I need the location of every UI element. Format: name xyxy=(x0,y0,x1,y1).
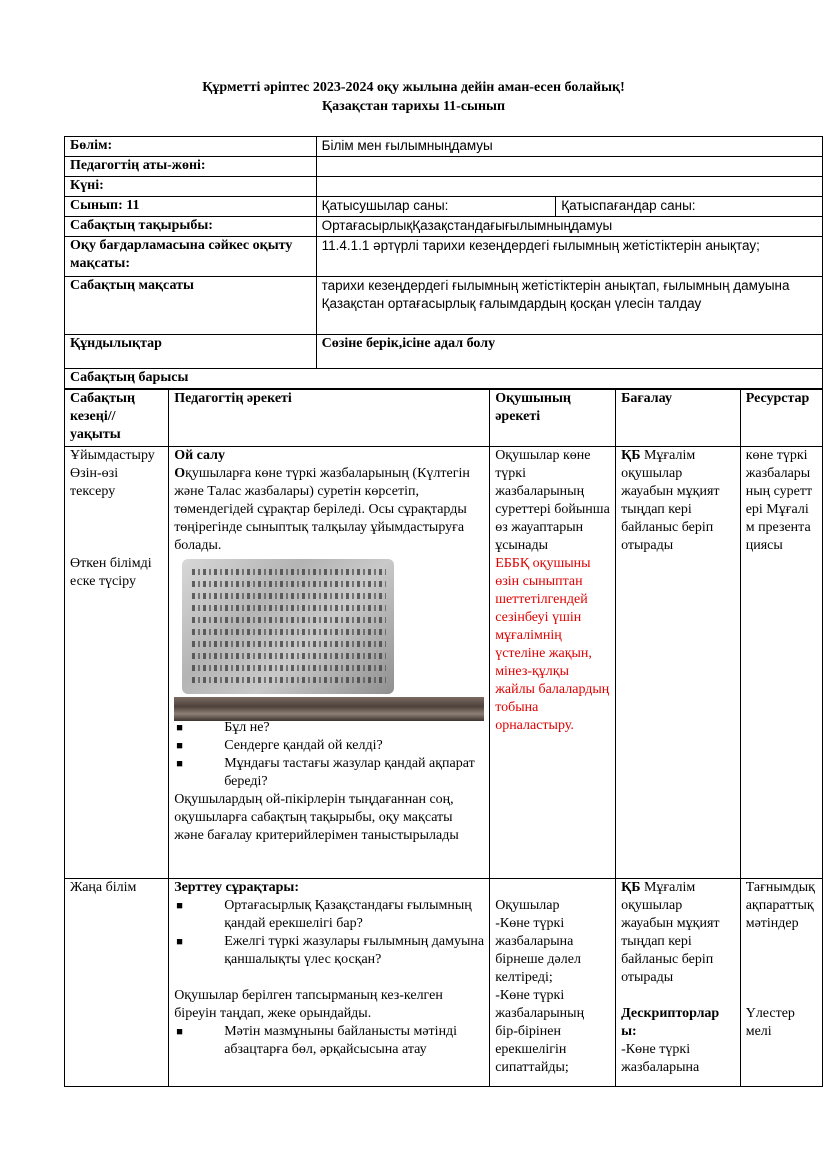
topic-value: ОртағасырлықҚазақстандағығылымныңдамуы xyxy=(316,217,822,237)
section-label: Бөлім: xyxy=(65,137,317,157)
stage-recall: Өткен білімді еске түсіру xyxy=(70,556,152,589)
row1-stage xyxy=(65,447,169,879)
row1-intro: Оқушыларға көне түркі жазбаларының (Күлтегін және Талас жазбалары) суретін көрсетіп, төмендегідей сұрақтар беріледі. Осы сұрақтарды төңірегінде сыныптық талқылау ұйымдастыруға болады. xyxy=(174,466,470,553)
table-row xyxy=(65,447,823,879)
descriptor-text: -Көне түркі жазбаларына xyxy=(621,1042,700,1075)
goal-label: Оқу бағдарламасына сәйкес оқыту мақсаты: xyxy=(65,237,317,277)
table-row xyxy=(65,879,823,1087)
teacher-value xyxy=(316,157,822,177)
square-bullet-icon: ■ xyxy=(176,900,183,912)
col-stage: Сабақтың кезеңі//уақыты xyxy=(65,390,169,447)
square-bullet-icon: ■ xyxy=(176,740,183,752)
row2-task: Оқушылар берілген тапсырманың кез-келген біреуін таңдап, жеке орындайды. xyxy=(174,988,443,1021)
stage-self-check: Өзін-өзі тексеру xyxy=(70,466,119,499)
col-student: Оқушының әрекеті xyxy=(490,390,616,447)
descriptor-title: Дескрипторлары: xyxy=(621,1006,720,1039)
question-item: ■ Ежелгі түркі жазулары ғылымның дамуына қаншалықты үлес қосқан? xyxy=(176,934,485,967)
topic-label: Сабақтың тақырыбы: xyxy=(65,217,317,237)
greeting-title: Құрметті әріптес 2023-2024 оқу жылына дейін аман-есен болайық! xyxy=(202,80,625,95)
values-value: Сөзіне берік,ісіне адал болу xyxy=(316,335,822,369)
goal-value: 11.4.1.1 әртүрлі тарихи кезеңдердегі ғылымның жетістіктерін анықтау; xyxy=(316,237,822,277)
row1-closing: Оқушылардың ой-пікірлерін тыңдағаннан соң, оқушыларға сабақтың тақырыбы, оқу мақсаты және бағалау критерийлерімен таныстырылады xyxy=(174,792,459,843)
question-item: ■ Сендерге қандай ой келді? xyxy=(176,738,383,753)
row2-resource: Тағнымдық ақпараттық мәтіндер Үлестер мелі xyxy=(740,879,822,1087)
question-item: ■ Бұл не? xyxy=(176,720,270,735)
date-label: Күні: xyxy=(65,177,317,197)
row2-title: Зерттеу сұрақтары: xyxy=(174,880,300,895)
row1-title: Ой салу xyxy=(174,448,226,463)
teacher-label: Педагогтің аты-жөні: xyxy=(65,157,317,177)
row2-teacher xyxy=(169,879,490,1087)
col-resource: Ресурстар xyxy=(740,390,822,447)
present-label: Қатысушылар саны: xyxy=(316,197,556,217)
row2-stage: Жаңа білім xyxy=(65,879,169,1087)
stage-organize: Ұйымдастыру xyxy=(70,448,155,463)
question-item: ■ Ортағасырлық Қазақстандағы ғылымның қандай ерекшелігі бар? xyxy=(176,898,472,931)
row1-student xyxy=(490,447,616,879)
subject-title: Қазақстан тарихы 11-сынып xyxy=(321,99,506,114)
square-bullet-icon: ■ xyxy=(176,722,183,734)
lesson-goal-value: тарихи кезеңдердегі ғылымның жетістіктерін анықтап, ғылымның дамуына Қазақстан ортағасырлық ғалымдардың қосқан үлесін талдау xyxy=(316,277,822,335)
row1-teacher xyxy=(169,447,490,879)
absent-label: Қатыспағандар саны: xyxy=(556,197,823,217)
info-table xyxy=(64,136,823,389)
runic-tablet-image xyxy=(174,559,484,719)
row1-student-note: ЕББҚ оқушыны өзін сыныптан шеттетілгендей сезінбеуі үшін мұғалімнің үстеліне жақын, мінез-құлқы жайлы балалардың тобына орналастыру. xyxy=(495,556,610,733)
class-label: Сынып: 11 xyxy=(65,197,317,217)
square-bullet-icon: ■ xyxy=(176,758,183,770)
square-bullet-icon: ■ xyxy=(176,1026,183,1038)
col-assessment: Бағалау xyxy=(616,390,741,447)
square-bullet-icon: ■ xyxy=(176,936,183,948)
question-item: ■ Мұндағы тастағы жазулар қандай ақпарат береді? xyxy=(176,756,475,789)
row1-resource: көне түркі жазбаларының суреттері Мұғалім презентациясы xyxy=(740,447,822,879)
section-value: Білім мен ғылымныңдамуы xyxy=(316,137,822,157)
col-teacher: Педагогтің әрекеті xyxy=(169,390,490,447)
row2-assessment: ҚБ Мұғалім оқушылар жауабын мұқият тыңдап кері байланыс беріп отырады Дескрипторлары: -Көне түркі жазбаларына xyxy=(616,879,741,1087)
lesson-table xyxy=(64,389,823,1087)
lesson-goal-label: Сабақтың мақсаты xyxy=(65,277,317,335)
values-label: Құндылықтар xyxy=(65,335,317,369)
progress-label: Сабақтың барысы xyxy=(65,369,823,389)
row1-student-text: Оқушылар көне түркі жазбаларының суреттері бойынша өз жауаптарын ұсынады xyxy=(495,448,610,553)
question-item: ■ Мәтін мазмұныны байланысты мәтінді абзацтарға бөл, әрқайсысына атау xyxy=(176,1024,458,1057)
row1-assessment: ҚБ Мұғалім оқушылар жауабын мұқият тыңдап кері байланыс беріп отырады xyxy=(616,447,741,879)
date-value xyxy=(316,177,822,197)
row2-student: Оқушылар -Көне түркі жазбаларына бірнеше дәлел келтіреді; -Көне түркі жазбаларының бір-бірінен ерекшелігін сипаттайды; xyxy=(490,879,616,1087)
